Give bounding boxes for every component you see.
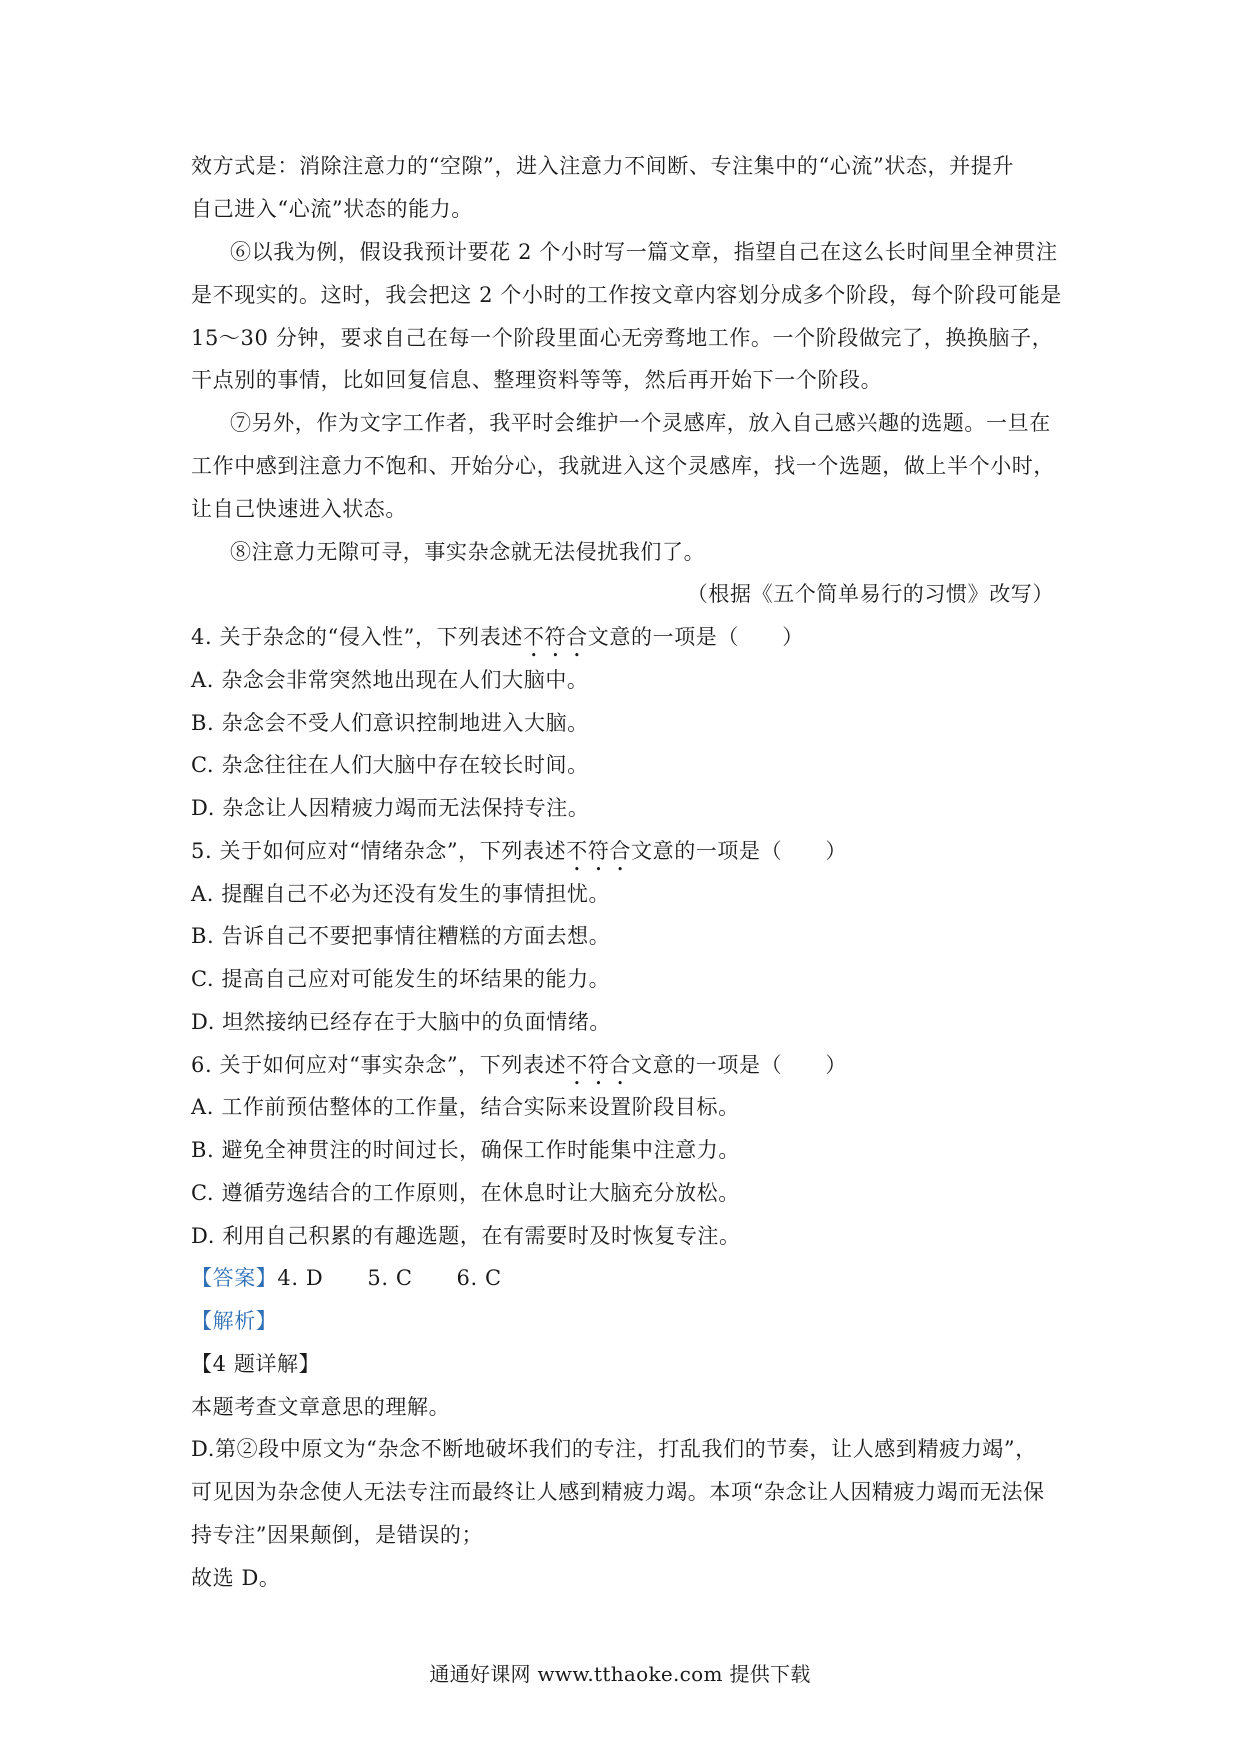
detail-line: D.第②段中原文为“杂念不断地破坏我们的专注，打乱我们的节奏，让人感到精疲力竭”，	[191, 1437, 1037, 1461]
option-5a: A. 提醒自己不必为还没有发生的事情担忧。	[191, 882, 611, 906]
detail-line: 持专注”因果颠倒，是错误的；	[191, 1523, 484, 1547]
passage-line: 干点别的事情，比如回复信息、整理资料等等，然后再开始下一个阶段。	[191, 368, 883, 392]
passage-line: 让自己快速进入状态。	[191, 497, 407, 521]
option-6b: B. 避免全神贯注的时间过长，确保工作时能集中注意力。	[191, 1138, 740, 1162]
passage-line: 工作中感到注意力不饱和、开始分心，我就进入这个灵感库，找一个选题，做上半个小时，	[191, 454, 1055, 478]
answer-5: 5. C	[367, 1266, 413, 1290]
answer-6: 6. C	[456, 1266, 502, 1290]
passage-line: 效方式是：消除注意力的“空隙”，进入注意力不间断、专注集中的“心流”状态，并提升	[191, 154, 1014, 178]
option-6d: D. 利用自己积累的有趣选题，在有需要时及时恢复专注。	[191, 1224, 741, 1248]
analysis-label: 【解析】	[191, 1309, 278, 1333]
footer-credit: 通通好课网 www.tthaoke.com 提供下载	[429, 1662, 811, 1686]
question-6-stem: 6. 关于如何应对“事实杂念”，下列表述不符合文意的一项是（ ）	[191, 1053, 847, 1077]
passage-line: ⑧注意力无隙可寻，事实杂念就无法侵扰我们了。	[230, 540, 706, 564]
option-5c: C. 提高自己应对可能发生的坏结果的能力。	[191, 967, 611, 991]
answer-label: 【答案】	[191, 1266, 278, 1290]
emphasis-text: 不符合	[566, 839, 631, 863]
question-5-stem: 5. 关于如何应对“情绪杂念”，下列表述不符合文意的一项是（ ）	[191, 839, 847, 863]
option-4b: B. 杂念会不受人们意识控制地进入大脑。	[191, 711, 589, 735]
emphasis-text: 不符合	[566, 1053, 631, 1077]
emphasis-text: 不符合	[522, 625, 588, 649]
option-4a: A. 杂念会非常突然地出现在人们大脑中。	[191, 668, 589, 692]
detail-line: 可见因为杂念使人无法专注而最终让人感到精疲力竭。本项“杂念让人因精疲力竭而无法保	[191, 1480, 1045, 1504]
detail-line: 本题考查文章意思的理解。	[191, 1395, 451, 1419]
answer-line	[191, 1262, 502, 1292]
passage-line: 自己进入“心流”状态的能力。	[191, 197, 473, 221]
passage-line: 15～30 分钟，要求自己在每一个阶段里面心无旁骛地工作。一个阶段做完了，换换脑子，	[191, 326, 1054, 350]
answer-4: 4. D	[277, 1266, 324, 1290]
option-5b: B. 告诉自己不要把事情往糟糕的方面去想。	[191, 924, 611, 948]
option-5d: D. 坦然接纳已经存在于大脑中的负面情绪。	[191, 1010, 612, 1034]
passage-line: ⑥以我为例，假设我预计要花 2 个小时写一篇文章，指望自己在这么长时间里全神贯注	[230, 240, 1058, 264]
detail-title: 【4 题详解】	[191, 1352, 321, 1376]
detail-line: 故选 D。	[191, 1566, 281, 1590]
passage-line: 是不现实的。这时，我会把这 2 个小时的工作按文章内容划分成多个阶段，每个阶段可能是	[191, 283, 1062, 307]
option-4c: C. 杂念往往在人们大脑中存在较长时间。	[191, 753, 589, 777]
question-4-stem: 4. 关于杂念的“侵入性”，下列表述不符合文意的一项是（ ）	[191, 625, 804, 649]
option-4d: D. 杂念让人因精疲力竭而无法保持专注。	[191, 796, 590, 820]
option-6a: A. 工作前预估整体的工作量，结合实际来设置阶段目标。	[191, 1095, 740, 1119]
source-note: （根据《五个简单易行的习惯》改写）	[686, 582, 1054, 606]
passage-line: ⑦另外，作为文字工作者，我平时会维护一个灵感库，放入自己感兴趣的选题。一旦在	[230, 411, 1051, 435]
option-6c: C. 遵循劳逸结合的工作原则，在休息时让大脑充分放松。	[191, 1181, 740, 1205]
